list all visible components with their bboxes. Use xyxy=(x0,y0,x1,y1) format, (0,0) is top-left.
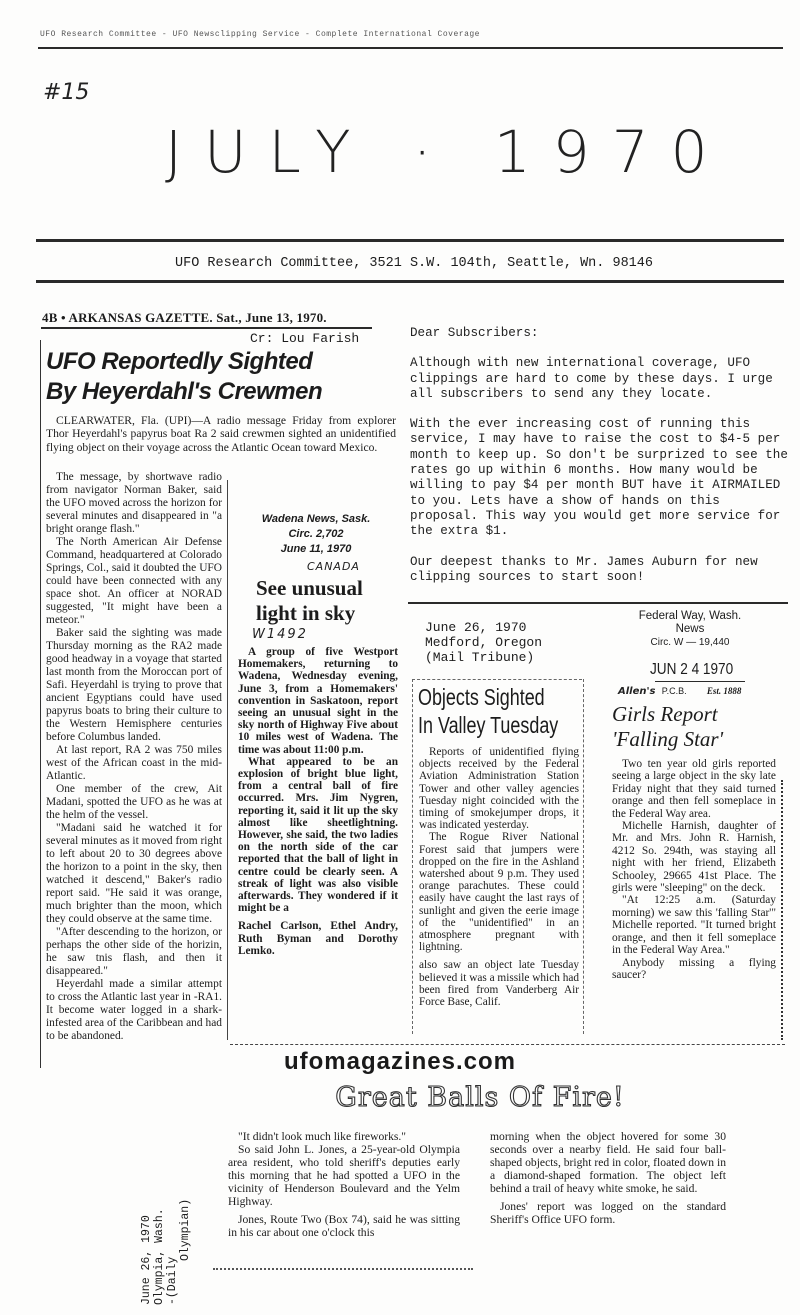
handwritten-code: W1492 xyxy=(252,627,308,642)
article-body-col2 xyxy=(490,1130,726,1226)
article-body xyxy=(238,646,398,957)
divider xyxy=(36,280,784,283)
article-paragraph: Anybody missing a flying saucer? xyxy=(612,956,776,981)
headline: Great Balls Of Fire! xyxy=(335,1082,625,1113)
subscriber-letter xyxy=(410,326,795,600)
article-paragraph: The Rogue River National Forest said that jumpers were dropped on the fire in the Ashland watershed about 9 p.m. They used orange parachutes. These could easily have caught the last rays of sunlight and given the eerie image of the "unidentified" in an atmosphere pregnant with lightning. xyxy=(419,831,579,954)
clip-date: June 26, 1970 xyxy=(425,620,527,635)
article-paragraph: Jones, Route Two (Box 74), said he was sitting in his car about one o'clock this xyxy=(228,1213,460,1239)
article-body-col1 xyxy=(228,1130,460,1239)
clip-border xyxy=(781,780,783,1040)
olympia-side-caption xyxy=(140,1199,192,1305)
handwritten-note: CANADA xyxy=(307,560,360,573)
clip-border xyxy=(227,480,228,1040)
top-header-strip: UFO Research Committee - UFO Newsclipping Service - Complete International Coverage xyxy=(40,30,480,39)
article-lead xyxy=(46,414,396,454)
clip-source: Wadena News, Sask. xyxy=(261,513,371,525)
article-paragraph: CLEARWATER, Fla. (UPI)—A radio message Friday from explorer Thor Heyerdahl's papyrus boat Ra 2 said crewmen sighted an unidentified flying object on their voyage across the Atlantic Ocean toward Mexico. xyxy=(46,414,396,454)
article-paragraph: Reports of unidentified flying objects received by the Federal Aviation Administration Station Tower and other valley agencies Tuesday night coincided with the timing of smokejumper drops, it was indicated yesterday. xyxy=(419,746,579,832)
clip-source-block xyxy=(425,620,542,665)
divider xyxy=(408,602,788,604)
headline: Girls Report xyxy=(612,702,718,726)
article-paragraph: Michelle Harnish, daughter of Mr. and Mrs. John R. Harnish, 4212 So. 294th, was staying all night with her friend, Elizabeth Schooley, 29665 41st Place. The girls were "sleeping" on the deck. xyxy=(612,820,776,895)
clip-source-line: 4B • ARKANSAS GAZETTE. Sat., June 13, 1970. xyxy=(42,310,327,325)
article-paragraph: What appeared to be an explosion of bright blue light, from a central ball of fire occurred. Mrs. Jim Nygren, reporting it, said it lit up the sky almost like sheetlightning. However, she said, the two ladies on the north side of the car reported that the ball of light in centre could be clearly seen. A streak of light was also visible afterwards. They wondered if it might be a xyxy=(238,755,398,915)
clip-place: Medford, Oregon xyxy=(425,635,543,650)
headline: light in sky xyxy=(256,601,356,625)
clip-circulation: Circ. W — 19,440 xyxy=(650,637,730,648)
clip-border xyxy=(40,340,41,1068)
caption-place: Olympia, Wash. xyxy=(153,1208,166,1305)
article-body xyxy=(46,471,222,1043)
date-stamp: JUN 2 4 1970 xyxy=(650,661,734,678)
headline: 'Falling Star' xyxy=(612,727,724,751)
article-paragraph: Rachel Carlson, Ethel Andry, Ruth Byman and Dorothy Lemko. xyxy=(238,920,398,957)
clip-border xyxy=(412,679,413,1034)
committee-address: UFO Research Committee, 3521 S.W. 104th, Seattle, Wn. 98146 xyxy=(175,256,653,271)
letter-paragraph: Our deepest thanks to Mr. James Auburn for new clipping sources to start soon! xyxy=(410,554,758,584)
article-paragraph: "After descending to the horizon, or perhaps the other side of the horizin, he saw tnis flash, and then it disappeared." xyxy=(46,926,222,977)
clip-source: Federal Way, Wash. xyxy=(638,610,742,622)
clip-border xyxy=(412,679,582,680)
headline: See unusual xyxy=(256,576,363,600)
headline-block xyxy=(418,683,558,739)
watermark: ufomagazines.com xyxy=(283,1048,517,1075)
clip-circulation: Circ. 2,702 xyxy=(288,528,344,540)
caption-paper: Olympian) xyxy=(179,1198,192,1261)
article-paragraph: Baker said the sighting was made Thursday morning as the RA2 made good headway in a voyage that started last month from the Moroccan port of Safi. Heyerdahl is trying to prove that ancient Egyptians could have used papyrus boats to bring their culture to the Western Hemisphere centuries before Columbus landed. xyxy=(46,627,222,743)
wavy-divider xyxy=(213,1262,473,1270)
headline: In Valley Tuesday xyxy=(418,712,559,738)
headline-block xyxy=(612,702,723,752)
clip-border xyxy=(583,679,584,1034)
article-paragraph: So said John L. Jones, a 25-year-old Olympia area resident, who told sheriff's deputies early this morning that he had spotted a UFO in the vicinity of Henderson Boulevard and the Yelm Highway. xyxy=(228,1143,460,1208)
article-paragraph: The message, by shortwave radio from navigator Norman Baker, said the UFO moved across the horizon for several minutes and disappeared in "a bright orange flash." xyxy=(46,471,222,535)
clip-paper: (Mail Tribune) xyxy=(425,650,535,665)
divider xyxy=(230,1044,785,1045)
article-paragraph: "At 12:25 a.m. (Saturday morning) we saw this 'falling Star'" Michelle reported. "It turned bright orange, and then it fell someplace in the Federal Way Area." xyxy=(612,894,776,957)
article-body xyxy=(419,746,579,1008)
clip-paper: News xyxy=(675,623,705,635)
headline: UFO Reportedly Sighted xyxy=(46,348,313,375)
letter-paragraph: Although with new international coverage, UFO clippings are hard to come by these days. I urge all subscribers to send any they locate. xyxy=(410,356,773,401)
caption-date: June 26, 1970 xyxy=(140,1215,153,1305)
caption-paper: -(Daily xyxy=(166,1256,179,1305)
allens-label: Allen's xyxy=(618,686,656,697)
pcb-label: P.C.B. xyxy=(661,686,687,696)
divider xyxy=(655,681,745,682)
article-paragraph: "It didn't look much like fireworks." xyxy=(238,1130,407,1143)
article-paragraph: One member of the crew, Ait Madani, spotted the UFO as he was at the helm of the vessel. xyxy=(46,783,222,821)
article-paragraph: At last report, RA 2 was 750 miles west of the African coast in the mid-Atlantic. xyxy=(46,744,222,782)
clip-source-block xyxy=(620,610,760,649)
clipping-bureau-mark xyxy=(618,685,798,698)
divider xyxy=(41,327,372,329)
headline: By Heyerdahl's Crewmen xyxy=(46,378,323,405)
article-paragraph: Jones' report was logged on the standard Sheriff's Office UFO form. xyxy=(490,1200,726,1226)
masthead-title: JULY · 1970 xyxy=(165,118,730,186)
issue-number: #15 xyxy=(43,80,90,105)
est-label: Est. 1888 xyxy=(706,686,742,696)
clip-credit: Cr: Lou Farish xyxy=(250,331,360,346)
letter-greeting: Dear Subscribers: xyxy=(410,326,539,340)
divider xyxy=(36,239,784,242)
headline: Objects Sighted xyxy=(418,684,545,710)
article-paragraph: Two ten year old girls reported seeing a large object in the sky late Friday night that they said turned orange and then fell someplace in the Federal Way area. xyxy=(612,758,776,820)
article-paragraph: also saw an object late Tuesday believed it was a missile which had been fired from Vanderberg Air Force Base, Calif. xyxy=(419,959,579,1009)
article-body xyxy=(612,758,776,981)
article-paragraph: "Madani said he watched it for several minutes as it moved from right to left about 20 to 30 degrees above the horizon to a point in the sky, then watched it descend," Baker's radio report said. "He said it was orange, much brighter than the moon, which they could observe at the same time. xyxy=(46,822,222,925)
divider xyxy=(38,47,783,49)
article-paragraph: Heyerdahl made a similar attempt to cross the Atlantic last year in -RA1. It become water logged in a shark-infested area of the Caribbean and had to be abandoned. xyxy=(46,978,222,1042)
article-paragraph: morning when the object hovered for some 30 seconds over a nearby field. He said four ball-shaped objects, bright red in color, floated down in a diamond-shaped formation. The object left behind a trail of heavy white smoke, he said. xyxy=(490,1130,726,1195)
clip-source-block xyxy=(236,512,396,557)
letter-paragraph: With the ever increasing cost of running this service, I may have to raise the cost to $4-5 per month to keep up. So don't be surprized to see the rates go up within 6 months. How many would be willing to pay $4 per month BUT have it AIRMAILED to you. Lets have a show of hands on this proposal. This way you would get more service for the extra $1. xyxy=(410,417,788,539)
clip-date: June 11, 1970 xyxy=(280,543,352,555)
article-paragraph: The North American Air Defense Command, headquartered at Colorado Springs, Col., said it doubted the UFO could have been connected with any space shot. An officer at NORAD suggested, "It might have been a meteor." xyxy=(46,536,222,626)
article-paragraph: A group of five Westport Homemakers, returning to Wadena, Wednesday evening, June 3, from a Homemakers' convention in Saskatoon, report seeing an unusual sight in the sky north of Highway Five about 10 miles west of Wadena. The time was about 11:00 p.m. xyxy=(238,646,398,756)
